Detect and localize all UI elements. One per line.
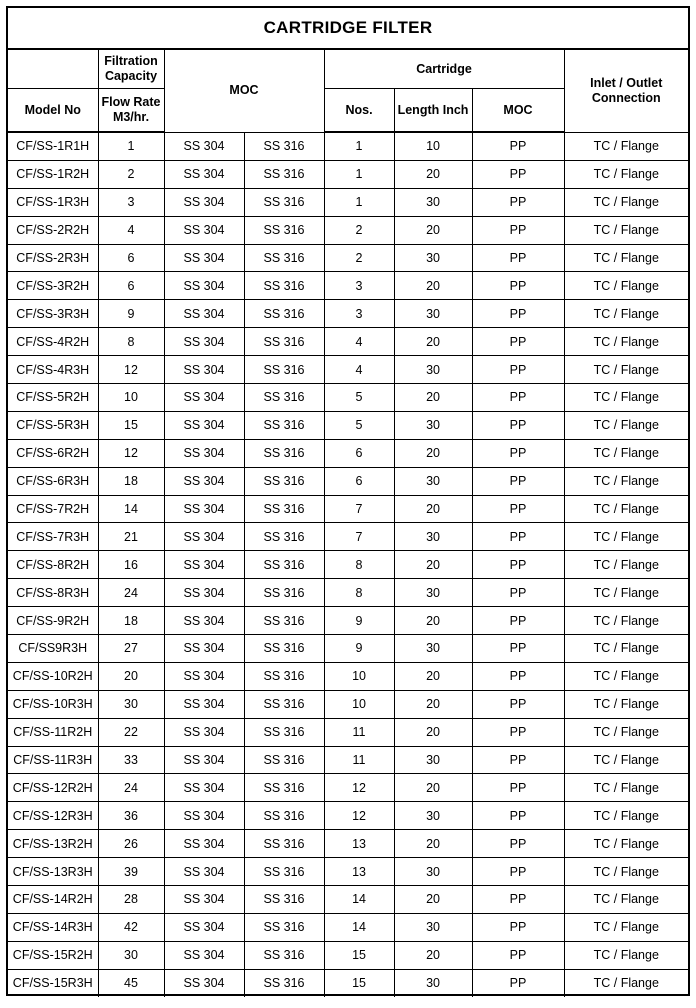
- moc-ss304-cell: SS 304: [164, 718, 244, 746]
- moc-ss316-cell: SS 316: [244, 384, 324, 412]
- cartridge-filter-table: [8, 50, 688, 997]
- header-moc: MOC: [164, 50, 324, 132]
- connection-cell: TC / Flange: [564, 718, 688, 746]
- moc-ss316-cell: SS 316: [244, 886, 324, 914]
- moc-ss304-cell: SS 304: [164, 774, 244, 802]
- header-cartridge-moc: MOC: [472, 89, 564, 133]
- table-row: [8, 160, 688, 188]
- cartridge-nos-cell: 2: [324, 216, 394, 244]
- flow-rate-cell: 6: [98, 272, 164, 300]
- cartridge-length-cell: 30: [394, 635, 472, 663]
- model-no-cell: CF/SS-13R3H: [8, 858, 98, 886]
- flow-rate-cell: 33: [98, 746, 164, 774]
- cartridge-filter-sheet: [6, 6, 690, 996]
- cartridge-moc-cell: PP: [472, 802, 564, 830]
- flow-rate-cell: 4: [98, 216, 164, 244]
- flow-rate-cell: 20: [98, 662, 164, 690]
- moc-ss316-cell: SS 316: [244, 300, 324, 328]
- moc-ss304-cell: SS 304: [164, 523, 244, 551]
- connection-cell: TC / Flange: [564, 886, 688, 914]
- moc-ss304-cell: SS 304: [164, 662, 244, 690]
- connection-cell: TC / Flange: [564, 188, 688, 216]
- model-no-cell: CF/SS-15R3H: [8, 969, 98, 996]
- cartridge-length-cell: 30: [394, 523, 472, 551]
- flow-rate-cell: 22: [98, 718, 164, 746]
- table-row: [8, 495, 688, 523]
- moc-ss316-cell: SS 316: [244, 635, 324, 663]
- cartridge-length-cell: 20: [394, 886, 472, 914]
- table-row: [8, 607, 688, 635]
- cartridge-nos-cell: 10: [324, 662, 394, 690]
- table-row: [8, 886, 688, 914]
- cartridge-length-cell: 10: [394, 132, 472, 160]
- flow-rate-cell: 27: [98, 635, 164, 663]
- model-no-cell: CF/SS9R3H: [8, 635, 98, 663]
- model-no-cell: CF/SS-13R2H: [8, 830, 98, 858]
- moc-ss304-cell: SS 304: [164, 356, 244, 384]
- cartridge-length-cell: 20: [394, 690, 472, 718]
- moc-ss304-cell: SS 304: [164, 272, 244, 300]
- flow-rate-cell: 18: [98, 467, 164, 495]
- connection-cell: TC / Flange: [564, 356, 688, 384]
- moc-ss316-cell: SS 316: [244, 690, 324, 718]
- moc-ss304-cell: SS 304: [164, 300, 244, 328]
- moc-ss304-cell: SS 304: [164, 132, 244, 160]
- model-no-cell: CF/SS-10R2H: [8, 662, 98, 690]
- cartridge-nos-cell: 1: [324, 160, 394, 188]
- flow-rate-cell: 10: [98, 384, 164, 412]
- header-cartridge: Cartridge: [324, 50, 564, 89]
- cartridge-nos-cell: 5: [324, 384, 394, 412]
- moc-ss316-cell: SS 316: [244, 160, 324, 188]
- model-no-cell: CF/SS-8R3H: [8, 579, 98, 607]
- cartridge-length-cell: 30: [394, 356, 472, 384]
- model-no-cell: CF/SS-7R3H: [8, 523, 98, 551]
- connection-cell: TC / Flange: [564, 802, 688, 830]
- table-row: [8, 216, 688, 244]
- moc-ss316-cell: SS 316: [244, 523, 324, 551]
- moc-ss316-cell: SS 316: [244, 272, 324, 300]
- cartridge-moc-cell: PP: [472, 523, 564, 551]
- cartridge-moc-cell: PP: [472, 635, 564, 663]
- model-no-cell: CF/SS-11R2H: [8, 718, 98, 746]
- cartridge-length-cell: 30: [394, 802, 472, 830]
- cartridge-nos-cell: 12: [324, 802, 394, 830]
- header-nos: Nos.: [324, 89, 394, 133]
- cartridge-moc-cell: PP: [472, 969, 564, 996]
- model-no-cell: CF/SS-9R2H: [8, 607, 98, 635]
- moc-ss316-cell: SS 316: [244, 969, 324, 996]
- table-row: [8, 858, 688, 886]
- table-row: [8, 718, 688, 746]
- cartridge-length-cell: 20: [394, 384, 472, 412]
- moc-ss316-cell: SS 316: [244, 746, 324, 774]
- flow-rate-cell: 24: [98, 579, 164, 607]
- connection-cell: TC / Flange: [564, 830, 688, 858]
- header-flow-rate: Flow Rate M3/hr.: [98, 89, 164, 133]
- cartridge-nos-cell: 15: [324, 969, 394, 996]
- cartridge-nos-cell: 1: [324, 132, 394, 160]
- flow-rate-cell: 1: [98, 132, 164, 160]
- cartridge-moc-cell: PP: [472, 216, 564, 244]
- model-no-cell: CF/SS-6R2H: [8, 439, 98, 467]
- cartridge-nos-cell: 9: [324, 635, 394, 663]
- model-no-cell: CF/SS-6R3H: [8, 467, 98, 495]
- moc-ss316-cell: SS 316: [244, 328, 324, 356]
- moc-ss316-cell: SS 316: [244, 913, 324, 941]
- cartridge-moc-cell: PP: [472, 132, 564, 160]
- table-row: [8, 272, 688, 300]
- connection-cell: TC / Flange: [564, 579, 688, 607]
- table-row: [8, 774, 688, 802]
- cartridge-nos-cell: 7: [324, 495, 394, 523]
- moc-ss316-cell: SS 316: [244, 579, 324, 607]
- connection-cell: TC / Flange: [564, 690, 688, 718]
- cartridge-moc-cell: PP: [472, 718, 564, 746]
- table-title: CARTRIDGE FILTER: [8, 8, 688, 50]
- model-no-cell: CF/SS-1R2H: [8, 160, 98, 188]
- flow-rate-cell: 9: [98, 300, 164, 328]
- table-row: [8, 913, 688, 941]
- moc-ss316-cell: SS 316: [244, 802, 324, 830]
- connection-cell: TC / Flange: [564, 523, 688, 551]
- cartridge-length-cell: 30: [394, 913, 472, 941]
- cartridge-nos-cell: 14: [324, 913, 394, 941]
- flow-rate-cell: 28: [98, 886, 164, 914]
- table-row: [8, 328, 688, 356]
- cartridge-nos-cell: 12: [324, 774, 394, 802]
- connection-cell: TC / Flange: [564, 495, 688, 523]
- moc-ss304-cell: SS 304: [164, 635, 244, 663]
- cartridge-moc-cell: PP: [472, 160, 564, 188]
- connection-cell: TC / Flange: [564, 411, 688, 439]
- connection-cell: TC / Flange: [564, 244, 688, 272]
- table-row: [8, 411, 688, 439]
- cartridge-length-cell: 30: [394, 579, 472, 607]
- connection-cell: TC / Flange: [564, 467, 688, 495]
- moc-ss316-cell: SS 316: [244, 244, 324, 272]
- cartridge-moc-cell: PP: [472, 384, 564, 412]
- moc-ss316-cell: SS 316: [244, 718, 324, 746]
- table-row: [8, 384, 688, 412]
- moc-ss304-cell: SS 304: [164, 467, 244, 495]
- table-row: [8, 439, 688, 467]
- cartridge-moc-cell: PP: [472, 439, 564, 467]
- model-no-cell: CF/SS-5R3H: [8, 411, 98, 439]
- cartridge-length-cell: 20: [394, 216, 472, 244]
- connection-cell: TC / Flange: [564, 774, 688, 802]
- cartridge-nos-cell: 3: [324, 300, 394, 328]
- moc-ss316-cell: SS 316: [244, 607, 324, 635]
- cartridge-nos-cell: 8: [324, 551, 394, 579]
- moc-ss316-cell: SS 316: [244, 774, 324, 802]
- cartridge-moc-cell: PP: [472, 662, 564, 690]
- table-row: [8, 523, 688, 551]
- table-row: [8, 551, 688, 579]
- cartridge-moc-cell: PP: [472, 913, 564, 941]
- flow-rate-cell: 12: [98, 439, 164, 467]
- cartridge-moc-cell: PP: [472, 244, 564, 272]
- model-no-cell: CF/SS-1R3H: [8, 188, 98, 216]
- moc-ss304-cell: SS 304: [164, 579, 244, 607]
- flow-rate-cell: 39: [98, 858, 164, 886]
- cartridge-length-cell: 30: [394, 188, 472, 216]
- cartridge-length-cell: 20: [394, 495, 472, 523]
- flow-rate-cell: 36: [98, 802, 164, 830]
- cartridge-moc-cell: PP: [472, 941, 564, 969]
- table-row: [8, 132, 688, 160]
- moc-ss304-cell: SS 304: [164, 690, 244, 718]
- table-row: [8, 579, 688, 607]
- cartridge-moc-cell: PP: [472, 579, 564, 607]
- model-no-cell: CF/SS-15R2H: [8, 941, 98, 969]
- cartridge-nos-cell: 10: [324, 690, 394, 718]
- connection-cell: TC / Flange: [564, 160, 688, 188]
- cartridge-moc-cell: PP: [472, 830, 564, 858]
- cartridge-length-cell: 30: [394, 300, 472, 328]
- cartridge-nos-cell: 5: [324, 411, 394, 439]
- flow-rate-cell: 15: [98, 411, 164, 439]
- moc-ss316-cell: SS 316: [244, 467, 324, 495]
- moc-ss316-cell: SS 316: [244, 439, 324, 467]
- flow-rate-cell: 6: [98, 244, 164, 272]
- header-blank: [8, 50, 98, 89]
- moc-ss304-cell: SS 304: [164, 886, 244, 914]
- flow-rate-cell: 2: [98, 160, 164, 188]
- header-length: Length Inch: [394, 89, 472, 133]
- cartridge-moc-cell: PP: [472, 746, 564, 774]
- cartridge-moc-cell: PP: [472, 356, 564, 384]
- connection-cell: TC / Flange: [564, 328, 688, 356]
- cartridge-length-cell: 30: [394, 858, 472, 886]
- cartridge-nos-cell: 13: [324, 830, 394, 858]
- model-no-cell: CF/SS-10R3H: [8, 690, 98, 718]
- model-no-cell: CF/SS-8R2H: [8, 551, 98, 579]
- flow-rate-cell: 3: [98, 188, 164, 216]
- moc-ss304-cell: SS 304: [164, 913, 244, 941]
- cartridge-length-cell: 20: [394, 439, 472, 467]
- connection-cell: TC / Flange: [564, 551, 688, 579]
- moc-ss304-cell: SS 304: [164, 858, 244, 886]
- moc-ss316-cell: SS 316: [244, 132, 324, 160]
- table-row: [8, 244, 688, 272]
- moc-ss316-cell: SS 316: [244, 941, 324, 969]
- table-row: [8, 746, 688, 774]
- cartridge-length-cell: 20: [394, 830, 472, 858]
- cartridge-length-cell: 20: [394, 774, 472, 802]
- header-inlet-outlet: Inlet / Outlet Connection: [564, 50, 688, 132]
- cartridge-moc-cell: PP: [472, 690, 564, 718]
- cartridge-moc-cell: PP: [472, 495, 564, 523]
- flow-rate-cell: 24: [98, 774, 164, 802]
- moc-ss316-cell: SS 316: [244, 495, 324, 523]
- flow-rate-cell: 18: [98, 607, 164, 635]
- model-no-cell: CF/SS-12R2H: [8, 774, 98, 802]
- moc-ss304-cell: SS 304: [164, 160, 244, 188]
- cartridge-moc-cell: PP: [472, 551, 564, 579]
- table-body: [8, 132, 688, 997]
- cartridge-nos-cell: 3: [324, 272, 394, 300]
- cartridge-moc-cell: PP: [472, 774, 564, 802]
- model-no-cell: CF/SS-5R2H: [8, 384, 98, 412]
- moc-ss316-cell: SS 316: [244, 858, 324, 886]
- table-row: [8, 300, 688, 328]
- cartridge-nos-cell: 6: [324, 439, 394, 467]
- cartridge-length-cell: 30: [394, 244, 472, 272]
- header-filtration-capacity: Filtration Capacity: [98, 50, 164, 89]
- cartridge-moc-cell: PP: [472, 300, 564, 328]
- cartridge-nos-cell: 1: [324, 188, 394, 216]
- moc-ss304-cell: SS 304: [164, 384, 244, 412]
- flow-rate-cell: 16: [98, 551, 164, 579]
- connection-cell: TC / Flange: [564, 439, 688, 467]
- cartridge-nos-cell: 4: [324, 328, 394, 356]
- connection-cell: TC / Flange: [564, 216, 688, 244]
- model-no-cell: CF/SS-3R2H: [8, 272, 98, 300]
- cartridge-length-cell: 20: [394, 718, 472, 746]
- flow-rate-cell: 14: [98, 495, 164, 523]
- moc-ss304-cell: SS 304: [164, 495, 244, 523]
- model-no-cell: CF/SS-2R3H: [8, 244, 98, 272]
- connection-cell: TC / Flange: [564, 662, 688, 690]
- cartridge-nos-cell: 13: [324, 858, 394, 886]
- cartridge-nos-cell: 6: [324, 467, 394, 495]
- cartridge-length-cell: 20: [394, 328, 472, 356]
- moc-ss304-cell: SS 304: [164, 607, 244, 635]
- moc-ss316-cell: SS 316: [244, 830, 324, 858]
- moc-ss316-cell: SS 316: [244, 662, 324, 690]
- cartridge-length-cell: 20: [394, 607, 472, 635]
- table-row: [8, 802, 688, 830]
- connection-cell: TC / Flange: [564, 969, 688, 996]
- connection-cell: TC / Flange: [564, 635, 688, 663]
- table-row: [8, 635, 688, 663]
- model-no-cell: CF/SS-1R1H: [8, 132, 98, 160]
- cartridge-length-cell: 20: [394, 272, 472, 300]
- flow-rate-cell: 8: [98, 328, 164, 356]
- flow-rate-cell: 26: [98, 830, 164, 858]
- moc-ss304-cell: SS 304: [164, 439, 244, 467]
- moc-ss316-cell: SS 316: [244, 551, 324, 579]
- cartridge-moc-cell: PP: [472, 328, 564, 356]
- table-row: [8, 188, 688, 216]
- table-row: [8, 356, 688, 384]
- flow-rate-cell: 45: [98, 969, 164, 996]
- model-no-cell: CF/SS-4R3H: [8, 356, 98, 384]
- flow-rate-cell: 42: [98, 913, 164, 941]
- cartridge-nos-cell: 8: [324, 579, 394, 607]
- moc-ss304-cell: SS 304: [164, 802, 244, 830]
- connection-cell: TC / Flange: [564, 913, 688, 941]
- moc-ss304-cell: SS 304: [164, 941, 244, 969]
- model-no-cell: CF/SS-11R3H: [8, 746, 98, 774]
- cartridge-nos-cell: 14: [324, 886, 394, 914]
- cartridge-nos-cell: 4: [324, 356, 394, 384]
- flow-rate-cell: 21: [98, 523, 164, 551]
- connection-cell: TC / Flange: [564, 272, 688, 300]
- table-row: [8, 662, 688, 690]
- cartridge-moc-cell: PP: [472, 411, 564, 439]
- connection-cell: TC / Flange: [564, 132, 688, 160]
- table-row: [8, 830, 688, 858]
- cartridge-nos-cell: 15: [324, 941, 394, 969]
- moc-ss316-cell: SS 316: [244, 216, 324, 244]
- header-model-no: Model No: [8, 89, 98, 133]
- table-row: [8, 690, 688, 718]
- table-header: [8, 50, 688, 132]
- moc-ss304-cell: SS 304: [164, 328, 244, 356]
- model-no-cell: CF/SS-4R2H: [8, 328, 98, 356]
- moc-ss304-cell: SS 304: [164, 830, 244, 858]
- table-row: [8, 467, 688, 495]
- moc-ss304-cell: SS 304: [164, 244, 244, 272]
- cartridge-nos-cell: 9: [324, 607, 394, 635]
- cartridge-nos-cell: 2: [324, 244, 394, 272]
- model-no-cell: CF/SS-3R3H: [8, 300, 98, 328]
- connection-cell: TC / Flange: [564, 941, 688, 969]
- table-row: [8, 969, 688, 996]
- cartridge-nos-cell: 11: [324, 746, 394, 774]
- cartridge-length-cell: 30: [394, 467, 472, 495]
- cartridge-length-cell: 30: [394, 411, 472, 439]
- model-no-cell: CF/SS-14R2H: [8, 886, 98, 914]
- moc-ss304-cell: SS 304: [164, 216, 244, 244]
- flow-rate-cell: 12: [98, 356, 164, 384]
- cartridge-length-cell: 30: [394, 746, 472, 774]
- connection-cell: TC / Flange: [564, 607, 688, 635]
- flow-rate-cell: 30: [98, 941, 164, 969]
- cartridge-length-cell: 20: [394, 941, 472, 969]
- cartridge-moc-cell: PP: [472, 886, 564, 914]
- moc-ss304-cell: SS 304: [164, 746, 244, 774]
- moc-ss316-cell: SS 316: [244, 356, 324, 384]
- moc-ss304-cell: SS 304: [164, 551, 244, 579]
- moc-ss304-cell: SS 304: [164, 969, 244, 996]
- connection-cell: TC / Flange: [564, 746, 688, 774]
- flow-rate-cell: 30: [98, 690, 164, 718]
- moc-ss316-cell: SS 316: [244, 188, 324, 216]
- cartridge-moc-cell: PP: [472, 607, 564, 635]
- model-no-cell: CF/SS-12R3H: [8, 802, 98, 830]
- cartridge-moc-cell: PP: [472, 272, 564, 300]
- cartridge-length-cell: 20: [394, 160, 472, 188]
- model-no-cell: CF/SS-7R2H: [8, 495, 98, 523]
- connection-cell: TC / Flange: [564, 300, 688, 328]
- connection-cell: TC / Flange: [564, 384, 688, 412]
- cartridge-moc-cell: PP: [472, 858, 564, 886]
- cartridge-nos-cell: 7: [324, 523, 394, 551]
- model-no-cell: CF/SS-2R2H: [8, 216, 98, 244]
- connection-cell: TC / Flange: [564, 858, 688, 886]
- moc-ss304-cell: SS 304: [164, 411, 244, 439]
- cartridge-length-cell: 20: [394, 662, 472, 690]
- cartridge-nos-cell: 11: [324, 718, 394, 746]
- moc-ss316-cell: SS 316: [244, 411, 324, 439]
- cartridge-length-cell: 20: [394, 551, 472, 579]
- cartridge-length-cell: 30: [394, 969, 472, 996]
- moc-ss304-cell: SS 304: [164, 188, 244, 216]
- cartridge-moc-cell: PP: [472, 467, 564, 495]
- table-row: [8, 941, 688, 969]
- cartridge-moc-cell: PP: [472, 188, 564, 216]
- model-no-cell: CF/SS-14R3H: [8, 913, 98, 941]
